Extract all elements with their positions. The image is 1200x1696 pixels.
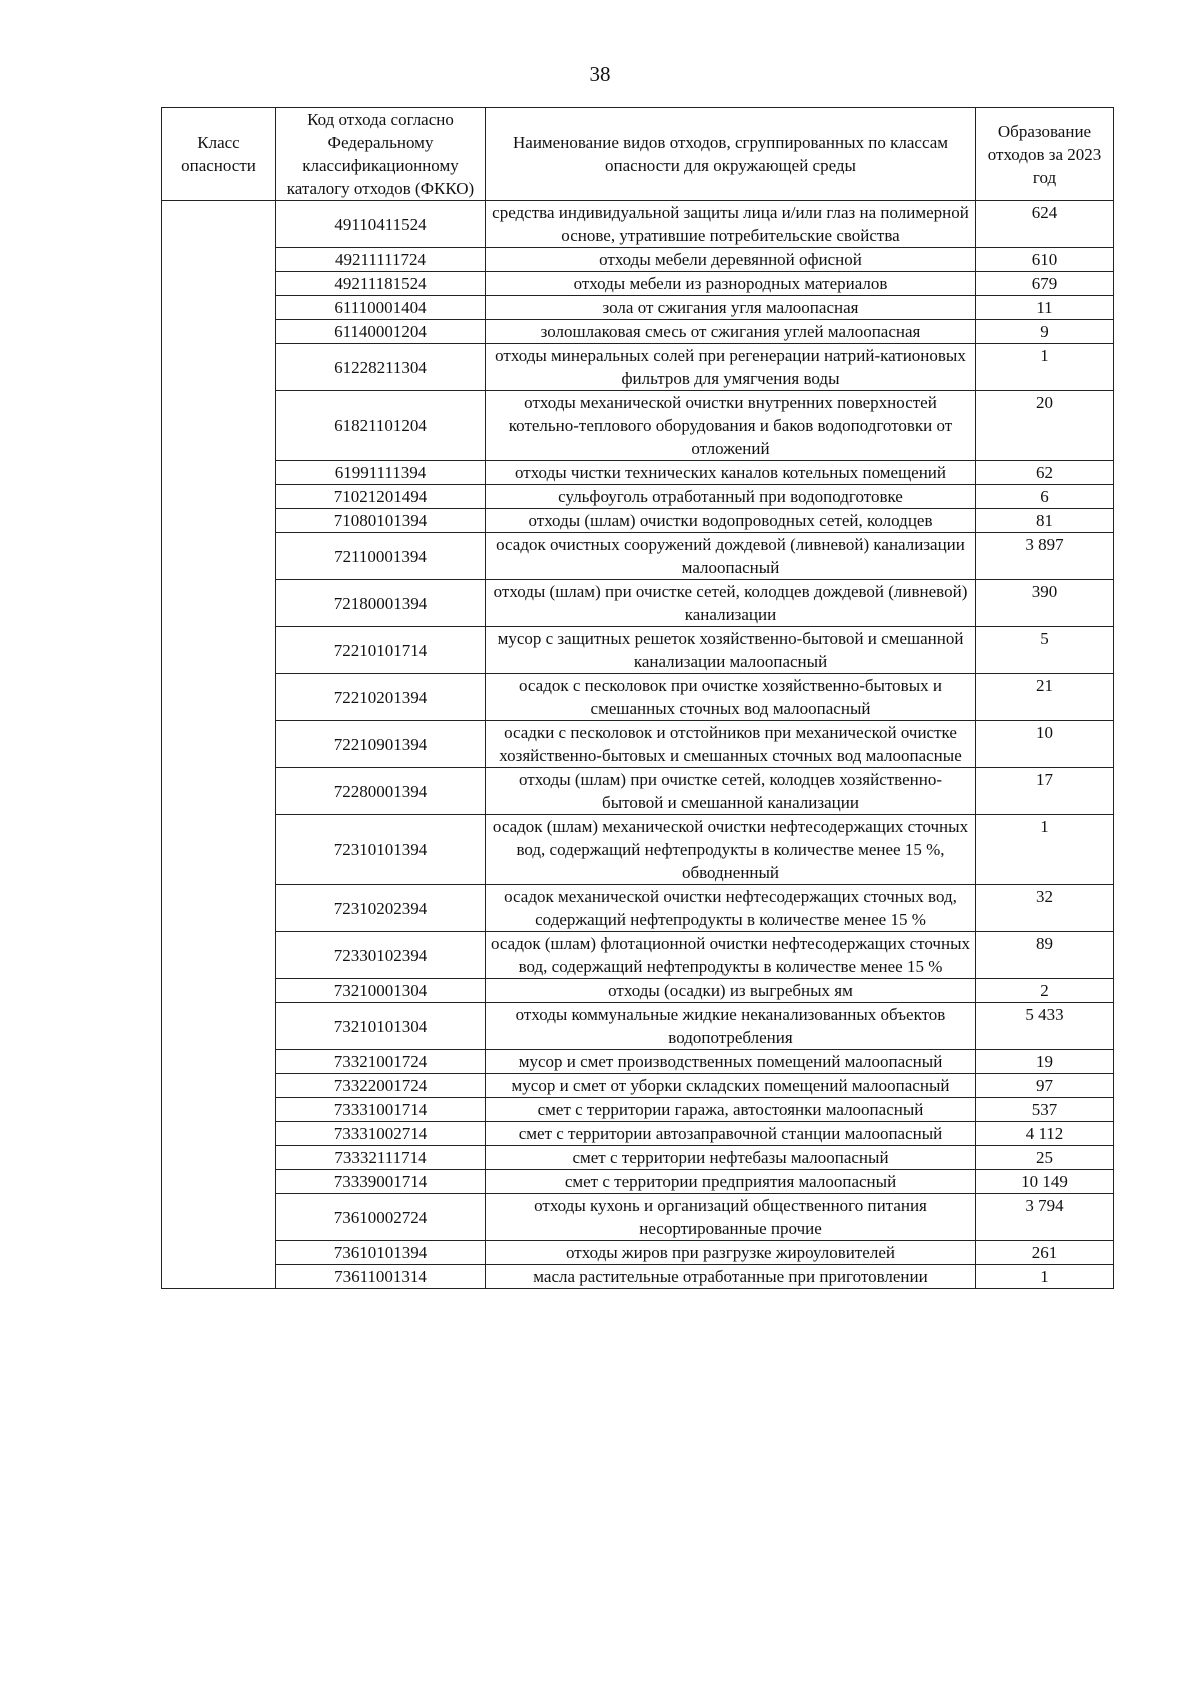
- table-row: [162, 721, 1114, 768]
- name-cell: мусор и смет от уборки складских помещений малоопасный: [486, 1074, 976, 1098]
- table-row: [162, 1050, 1114, 1074]
- name-cell: смет с территории нефтебазы малоопасный: [486, 1146, 976, 1170]
- table-row: [162, 627, 1114, 674]
- amount-cell: 1: [976, 1265, 1114, 1289]
- header-row: [162, 108, 1114, 201]
- code-cell: 61110001404: [276, 296, 486, 320]
- amount-cell: 624: [976, 201, 1114, 248]
- header-name: Наименование видов отходов, сгруппированных по классам опасности для окружающей среды: [486, 108, 976, 201]
- page-number: 38: [589, 62, 611, 86]
- amount-cell: 17: [976, 768, 1114, 815]
- table-row: [162, 509, 1114, 533]
- code-cell: 61228211304: [276, 344, 486, 391]
- header-code: Код отхода согласно Федеральному классификационному каталогу отходов (ФККО): [276, 108, 486, 201]
- table-row: [162, 1098, 1114, 1122]
- table-row: [162, 533, 1114, 580]
- amount-cell: 2: [976, 979, 1114, 1003]
- amount-cell: 3 794: [976, 1194, 1114, 1241]
- code-cell: 73339001714: [276, 1170, 486, 1194]
- table-row: [162, 1170, 1114, 1194]
- amount-cell: 21: [976, 674, 1114, 721]
- name-cell: отходы мебели деревянной офисной: [486, 248, 976, 272]
- code-cell: 73210101304: [276, 1003, 486, 1050]
- table-row: [162, 979, 1114, 1003]
- table-row: [162, 461, 1114, 485]
- amount-cell: 5: [976, 627, 1114, 674]
- table-row: [162, 1003, 1114, 1050]
- code-cell: 72280001394: [276, 768, 486, 815]
- name-cell: отходы (шлам) при очистке сетей, колодцев хозяйственно-бытовой и смешанной канализации: [486, 768, 976, 815]
- table-row: [162, 248, 1114, 272]
- code-cell: 73332111714: [276, 1146, 486, 1170]
- amount-cell: 97: [976, 1074, 1114, 1098]
- name-cell: осадок (шлам) флотационной очистки нефтесодержащих сточных вод, содержащий нефтепродукты в количестве менее 15 %: [486, 932, 976, 979]
- name-cell: осадок (шлам) механической очистки нефтесодержащих сточных вод, содержащий нефтепродукты в количестве менее 15 %, обводненный: [486, 815, 976, 885]
- table-row: [162, 485, 1114, 509]
- code-cell: 71021201494: [276, 485, 486, 509]
- code-cell: 73610101394: [276, 1241, 486, 1265]
- amount-cell: 3 897: [976, 533, 1114, 580]
- code-cell: 73321001724: [276, 1050, 486, 1074]
- code-cell: 49211111724: [276, 248, 486, 272]
- name-cell: средства индивидуальной защиты лица и/или глаз на полимерной основе, утратившие потребительские свойства: [486, 201, 976, 248]
- amount-cell: 11: [976, 296, 1114, 320]
- table-row: [162, 768, 1114, 815]
- name-cell: отходы мебели из разнородных материалов: [486, 272, 976, 296]
- code-cell: 49211181524: [276, 272, 486, 296]
- amount-cell: 25: [976, 1146, 1114, 1170]
- amount-cell: 19: [976, 1050, 1114, 1074]
- amount-cell: 10 149: [976, 1170, 1114, 1194]
- table-row: [162, 1146, 1114, 1170]
- amount-cell: 10: [976, 721, 1114, 768]
- table-row: [162, 815, 1114, 885]
- code-cell: 72110001394: [276, 533, 486, 580]
- header-amount: Образование отходов за 2023 год: [976, 108, 1114, 201]
- code-cell: 72310101394: [276, 815, 486, 885]
- table-row: [162, 320, 1114, 344]
- name-cell: отходы коммунальные жидкие неканализованных объектов водопотребления: [486, 1003, 976, 1050]
- table-row: [162, 391, 1114, 461]
- name-cell: отходы жиров при разгрузке жироуловителей: [486, 1241, 976, 1265]
- name-cell: золошлаковая смесь от сжигания углей малоопасная: [486, 320, 976, 344]
- amount-cell: 261: [976, 1241, 1114, 1265]
- amount-cell: 20: [976, 391, 1114, 461]
- code-cell: 73210001304: [276, 979, 486, 1003]
- amount-cell: 9: [976, 320, 1114, 344]
- name-cell: смет с территории гаража, автостоянки малоопасный: [486, 1098, 976, 1122]
- name-cell: отходы (шлам) очистки водопроводных сетей, колодцев: [486, 509, 976, 533]
- table-row: [162, 674, 1114, 721]
- code-cell: 61991111394: [276, 461, 486, 485]
- name-cell: отходы кухонь и организаций общественного питания несортированные прочие: [486, 1194, 976, 1241]
- name-cell: отходы чистки технических каналов котельных помещений: [486, 461, 976, 485]
- amount-cell: 679: [976, 272, 1114, 296]
- code-cell: 72210201394: [276, 674, 486, 721]
- amount-cell: 4 112: [976, 1122, 1114, 1146]
- name-cell: сульфоуголь отработанный при водоподготовке: [486, 485, 976, 509]
- amount-cell: 81: [976, 509, 1114, 533]
- table-row: [162, 1194, 1114, 1241]
- name-cell: смет с территории автозаправочной станции малоопасный: [486, 1122, 976, 1146]
- code-cell: 61140001204: [276, 320, 486, 344]
- amount-cell: 5 433: [976, 1003, 1114, 1050]
- code-cell: 73610002724: [276, 1194, 486, 1241]
- code-cell: 72330102394: [276, 932, 486, 979]
- code-cell: 73331002714: [276, 1122, 486, 1146]
- name-cell: мусор с защитных решеток хозяйственно-бытовой и смешанной канализации малоопасный: [486, 627, 976, 674]
- name-cell: мусор и смет производственных помещений малоопасный: [486, 1050, 976, 1074]
- table-row: [162, 932, 1114, 979]
- table-row: [162, 1122, 1114, 1146]
- name-cell: отходы (осадки) из выгребных ям: [486, 979, 976, 1003]
- name-cell: отходы механической очистки внутренних поверхностей котельно-теплового оборудования и баков водоподготовки от отложений: [486, 391, 976, 461]
- name-cell: осадок с песколовок при очистке хозяйственно-бытовых и смешанных сточных вод малоопасный: [486, 674, 976, 721]
- name-cell: осадок очистных сооружений дождевой (ливневой) канализации малоопасный: [486, 533, 976, 580]
- amount-cell: 1: [976, 344, 1114, 391]
- name-cell: осадки с песколовок и отстойников при механической очистке хозяйственно-бытовых и смешанных сточных вод малоопасные: [486, 721, 976, 768]
- name-cell: осадок механической очистки нефтесодержащих сточных вод, содержащий нефтепродукты в количестве менее 15 %: [486, 885, 976, 932]
- code-cell: 61821101204: [276, 391, 486, 461]
- name-cell: смет с территории предприятия малоопасный: [486, 1170, 976, 1194]
- name-cell: отходы минеральных солей при регенерации натрий-катионовых фильтров для умягчения воды: [486, 344, 976, 391]
- code-cell: 73331001714: [276, 1098, 486, 1122]
- name-cell: зола от сжигания угля малоопасная: [486, 296, 976, 320]
- name-cell: масла растительные отработанные при приготовлении: [486, 1265, 976, 1289]
- hazard-class-cell: [162, 201, 276, 1289]
- code-cell: 72180001394: [276, 580, 486, 627]
- code-cell: 73322001724: [276, 1074, 486, 1098]
- name-cell: отходы (шлам) при очистке сетей, колодцев дождевой (ливневой) канализации: [486, 580, 976, 627]
- table-row: [162, 1265, 1114, 1289]
- table-row: [162, 1241, 1114, 1265]
- table-row: [162, 201, 1114, 248]
- amount-cell: 62: [976, 461, 1114, 485]
- table-row: [162, 885, 1114, 932]
- amount-cell: 390: [976, 580, 1114, 627]
- amount-cell: 1: [976, 815, 1114, 885]
- table-row: [162, 1074, 1114, 1098]
- code-cell: 72210901394: [276, 721, 486, 768]
- table-row: [162, 344, 1114, 391]
- waste-table: [161, 107, 1114, 1289]
- amount-cell: 32: [976, 885, 1114, 932]
- code-cell: 49110411524: [276, 201, 486, 248]
- amount-cell: 610: [976, 248, 1114, 272]
- amount-cell: 537: [976, 1098, 1114, 1122]
- code-cell: 72310202394: [276, 885, 486, 932]
- amount-cell: 89: [976, 932, 1114, 979]
- amount-cell: 6: [976, 485, 1114, 509]
- code-cell: 72210101714: [276, 627, 486, 674]
- table-body: [162, 201, 1114, 1289]
- table-row: [162, 272, 1114, 296]
- code-cell: 73611001314: [276, 1265, 486, 1289]
- header-hazard-class: Класс опасности: [162, 108, 276, 201]
- code-cell: 71080101394: [276, 509, 486, 533]
- table-row: [162, 580, 1114, 627]
- table-row: [162, 296, 1114, 320]
